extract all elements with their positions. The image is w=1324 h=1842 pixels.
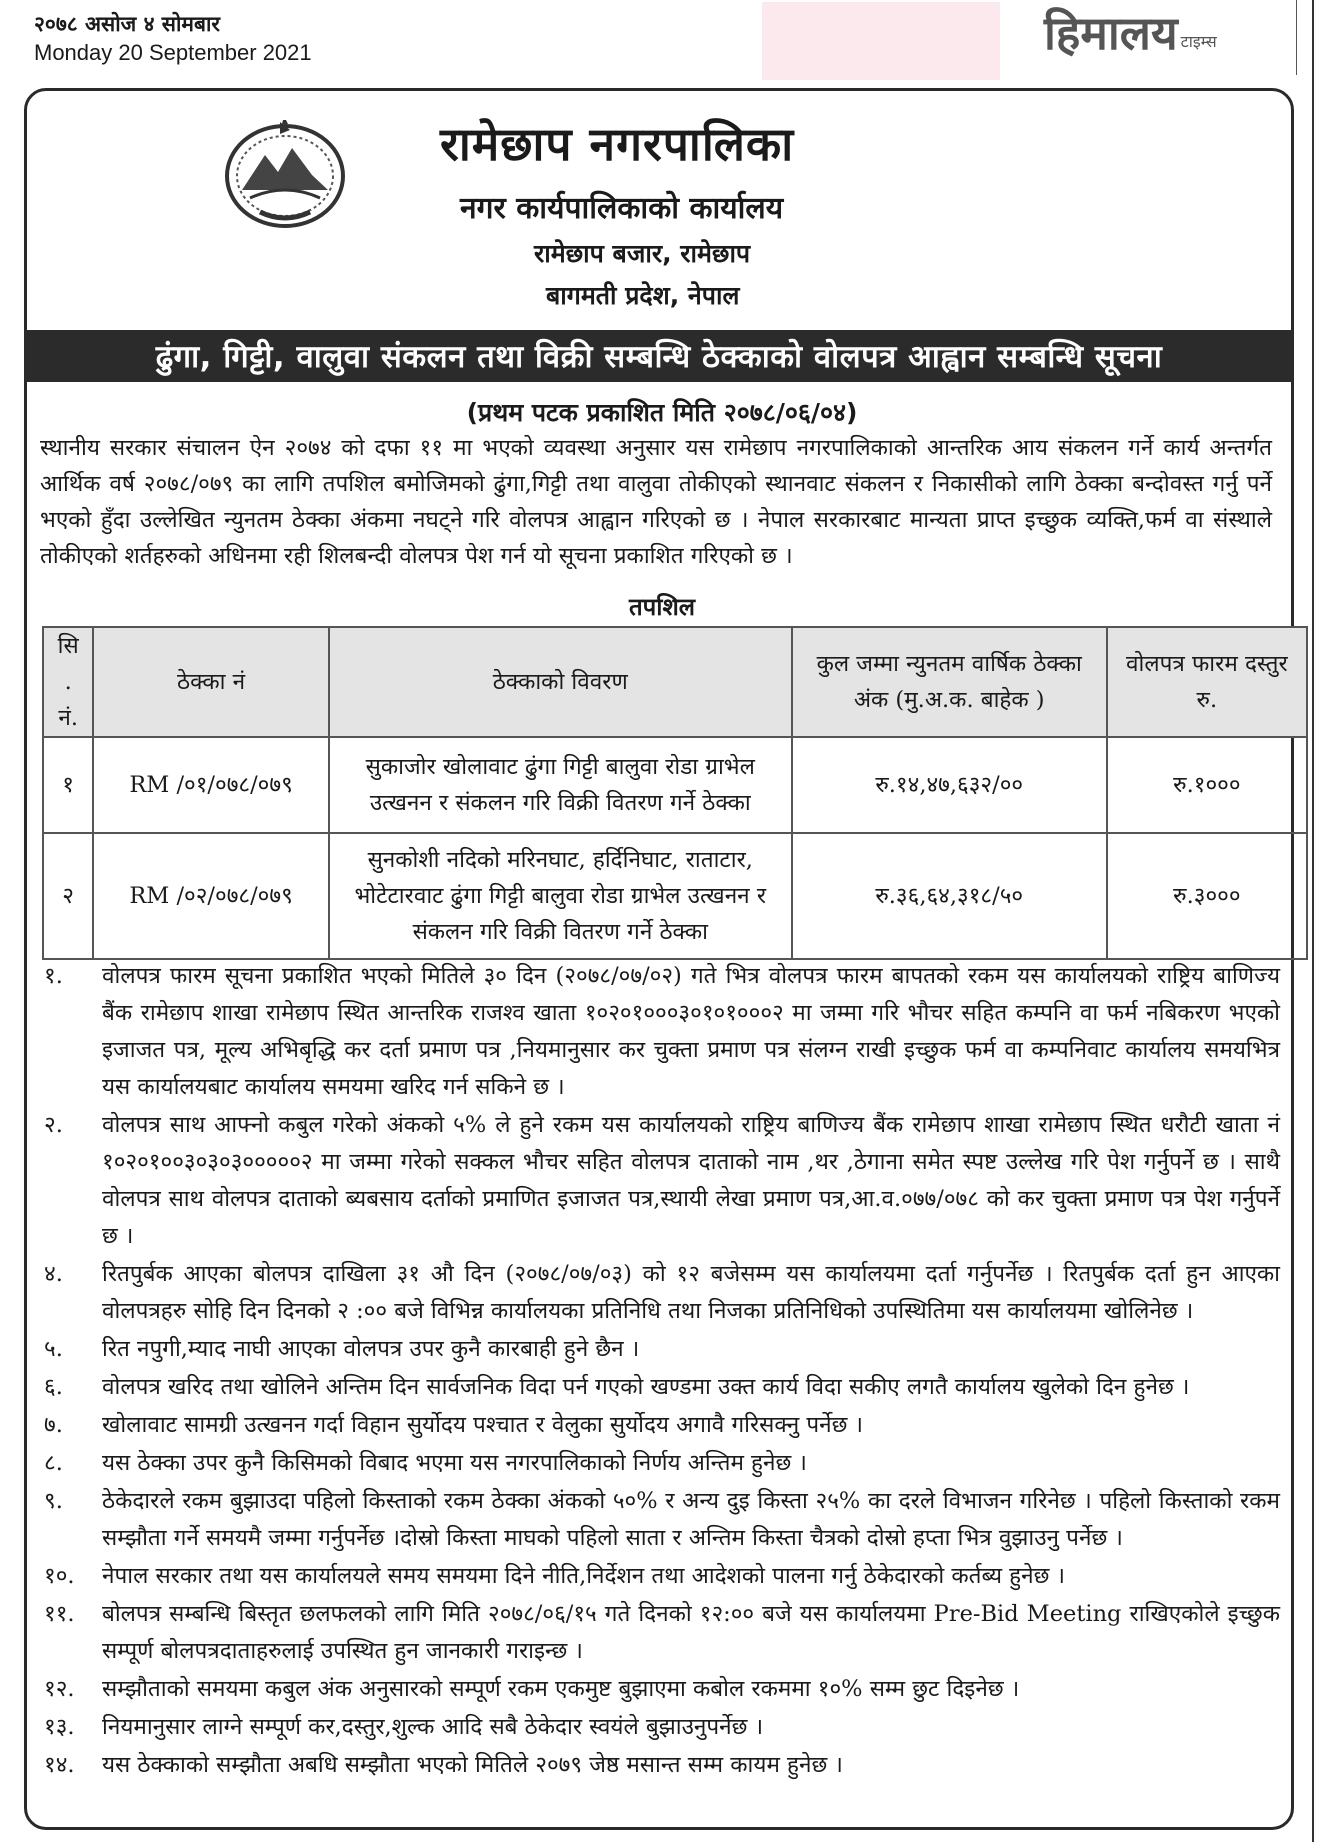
- clause-number: ६.: [44, 1374, 63, 1400]
- table-row: [43, 833, 1307, 959]
- cell-contract-no: RM /०१/०७८/०७९: [93, 737, 328, 833]
- clause-text: वोलपत्र साथ आफ्नो कबुल गरेको अंकको ५% ले हुने रकम यस कार्यालयको राष्ट्रिय बाणिज्य बैंक रामेछाप शाखा रामेछाप स्थित धरौटी खाता नं १०२०१००३०३०३०००००२ मा जम्मा गरेको सक्कल भौचर सहित वोलपत्र दाताको नाम ,थर ,ठेगाना समेत स्पष्ट उल्लेख गरि पेश गर्नुपर्ने छ । साथै वोलपत्र साथ वोलपत्र दाताको ब्यबसाय दर्ताको प्रमाणित इजाजत पत्र,स्थायी लेखा प्रमाण पत्र,आ.व.०७७/०७८ को कर चुक्ता प्रमाण पत्र पेश गर्नुपर्ने छ ।: [102, 1112, 1280, 1249]
- clause-text: ठेकेदारले रकम बुझाउदा पहिलो किस्ताको रकम ठेक्का अंकको ५०% र अन्य दुइ किस्ता २५% का दरले विभाजन गरिनेछ । पहिलो किस्ताको रकम सम्झौता गर्ने समयमै जम्मा गर्नुपर्नेछ ।दोस्रो किस्ता माघको पहिलो साता र अन्तिम किस्ता चैत्रको दोस्रो हप्ता भित्र वुझाउनु पर्नेछ ।: [102, 1488, 1280, 1551]
- clause-number: १३.: [44, 1714, 75, 1740]
- clause-number: ११.: [44, 1601, 75, 1627]
- clause-number: १२.: [44, 1676, 75, 1702]
- cell-description: सुनकोशी नदिको मरिनघाट, हर्दिनिघाट, राताटार, भोटेटारवाट ढुंगा गिट्टी बालुवा रोडा ग्राभेल उत्खनन र संकलन गरि विक्री वितरण गर्ने ठेक्का: [329, 833, 792, 959]
- clause-text: खोलावाट सामग्री उत्खनन गर्दा विहान सुर्योदय पश्चात र वेलुका सुर्योदय अगावै गरिसक्नु पर्नेछ ।: [102, 1412, 864, 1438]
- cell-contract-no: RM /०२/०७८/०७९: [93, 833, 328, 959]
- list-item: [40, 1596, 1280, 1670]
- page-edge-rule: [1312, 0, 1314, 1842]
- clause-number: २.: [44, 1112, 63, 1138]
- clause-text: सम्झौताको समयमा कबुल अंक अनुसारको सम्पूर्ण रकम एकमुष्ट बुझाएमा कबोल रकममा १०% सम्म छुट दिइनेछ ।: [102, 1676, 1020, 1702]
- clause-number: ९.: [44, 1488, 63, 1514]
- list-item: [40, 1747, 1280, 1784]
- ad-placeholder: [762, 2, 1000, 80]
- terms-list: [40, 958, 1280, 1785]
- clause-text: यस ठेक्का उपर कुनै किसिमको विबाद भएमा यस नगरपालिकाको निर्णय अन्तिम हुनेछ ।: [102, 1450, 807, 1476]
- list-item: [40, 1483, 1280, 1557]
- list-item: [40, 1256, 1280, 1330]
- list-item: [40, 1331, 1280, 1368]
- cell-description: सुकाजोर खोलावाट ढुंगा गिट्टी बालुवा रोडा ग्राभेल उत्खनन र संकलन गरि विक्री वितरण गर्ने ठेक्का: [329, 737, 792, 833]
- clause-text: यस ठेक्काको सम्झौता अबधि सम्झौता भएको मितिले २०७९ जेष्ठ मसान्त सम्म कायम हुनेछ ।: [102, 1752, 843, 1778]
- col-header-form-fee: वोलपत्र फारम दस्तुर रु.: [1107, 627, 1307, 737]
- clause-number: ५.: [44, 1336, 63, 1362]
- cell-sn: १: [43, 737, 93, 833]
- clause-text: नियमानुसार लाग्ने सम्पूर्ण कर,दस्तुर,शुल्क आदि सबै ठेकेदार स्वयंले बुझाउनुपर्नेछ ।: [102, 1714, 764, 1740]
- col-header-min-amount: कुल जम्मा न्युनतम वार्षिक ठेक्का अंक (मु.अ.क. बाहेक ): [792, 627, 1107, 737]
- contracts-table: [42, 626, 1308, 946]
- clause-number: ८.: [44, 1450, 63, 1476]
- list-item: [40, 1369, 1280, 1406]
- logo-sub-text: टाइम्स: [1180, 32, 1217, 51]
- clause-number: ७.: [44, 1412, 63, 1438]
- date-nepali: २०७८ असोज ४ सोमबार: [34, 12, 221, 36]
- clause-text: रित नपुगी,म्याद नाघी आएका वोलपत्र उपर कुनै कारबाही हुने छैन ।: [102, 1336, 640, 1362]
- cell-sn: २: [43, 833, 93, 959]
- clause-text: नेपाल सरकार तथा यस कार्यालयले समय समयमा दिने नीति,निर्देशन तथा आदेशको पालना गर्नु ठेकेदारको कर्तब्य हुनेछ ।: [102, 1563, 1066, 1589]
- cell-form-fee: रु.१०००: [1107, 737, 1307, 833]
- list-item: [40, 1558, 1280, 1595]
- table-row: [43, 737, 1307, 833]
- clause-number: १०.: [44, 1563, 75, 1589]
- clause-text: वोलपत्र खरिद तथा खोलिने अन्तिम दिन सार्वजनिक विदा पर्न गएको खण्डमा उक्त कार्य विदा सकीए लगतै कार्यालय खुलेको दिन हुनेछ ।: [102, 1374, 1190, 1400]
- office-name: नगर कार्यपालिकाको कार्यालय: [460, 191, 784, 226]
- nepal-emblem-icon: [220, 120, 350, 230]
- logo-main-text: हिमालय: [1044, 6, 1178, 60]
- list-item: [40, 1709, 1280, 1746]
- list-item: [40, 1445, 1280, 1482]
- newspaper-logo: [1044, 6, 1217, 60]
- list-item: [40, 1107, 1280, 1255]
- address-line-2: बागमती प्रदेश, नेपाल: [546, 281, 740, 310]
- cell-min-amount: रु.१४,४७,६३२/००: [792, 737, 1107, 833]
- date-english: Monday 20 September 2021: [34, 40, 312, 65]
- clause-text: रितपुर्बक आएका बोलपत्र दाखिला ३१ औ दिन (२०७८/०७/०३) को १२ बजेसम्म यस कार्यालयमा दर्ता गर्नुपर्नेछ । रितपुर्बक दर्ता हुन आएका वोलपत्रहरु सोहि दिन दिनको २ :०० बजे विभिन्न कार्यालयका प्रतिनिधि तथा निजका प्रतिनिधिको उपस्थितिमा यस कार्यालयमा खोलिनेछ ।: [102, 1261, 1280, 1324]
- table-header-row: [43, 627, 1307, 737]
- list-item: [40, 1671, 1280, 1708]
- address-line-1: रामेछाप बजार, रामेछाप: [534, 239, 751, 268]
- cell-min-amount: रु.३६,६४,३१८/५०: [792, 833, 1107, 959]
- clause-text: वोलपत्र फारम सूचना प्रकाशित भएको मितिले ३० दिन (२०७८/०७/०२) गते भित्र वोलपत्र फारम बापतको रकम यस कार्यालयको राष्ट्रिय बाणिज्य बैंक रामेछाप शाखा रामेछाप स्थित आन्तरिक राजश्व खाता १०२०१०००३०१०१०००२ मा जम्मा गरि भौचर सहित कम्पनि वा फर्म नबिकरण भएको इजाजत पत्र, मूल्य अभिबृद्धि कर दर्ता प्रमाण पत्र ,नियमानुसार कर चुक्ता प्रमाण पत्र संलग्न राखी इच्छुक फर्म वा कम्पनिवाट कार्यालय समयभित्र यस कार्यालयबाट कार्यालय समयमा खरिद गर्न सकिने छ ।: [102, 963, 1280, 1100]
- notice-title: ढुंगा, गिट्टी, वालुवा संकलन तथा विक्री सम्बन्धि ठेक्काको वोलपत्र आह्वान सम्बन्धि सूचना: [26, 330, 1292, 382]
- list-item: [40, 1407, 1280, 1444]
- cell-form-fee: रु.३०००: [1107, 833, 1307, 959]
- col-header-sn: सि . नं.: [43, 627, 93, 737]
- clause-number: १.: [44, 963, 63, 989]
- col-header-contract-no: ठेक्का नं: [93, 627, 328, 737]
- clause-number: १४.: [44, 1752, 75, 1778]
- schedule-heading: तपशिल: [628, 593, 696, 621]
- list-item: [40, 958, 1280, 1106]
- clause-number: ४.: [44, 1261, 63, 1287]
- clause-text: बोलपत्र सम्बन्धि बिस्तृत छलफलको लागि मिति २०७८/०६/१५ गते दिनको १२:०० बजे यस कार्यालयमा Pre-Bid Meeting राखिएकोले इच्छुक सम्पूर्ण बोलपत्रदाताहरुलाई उपस्थित हुन जानकारी गराइन्छ ।: [102, 1601, 1280, 1664]
- intro-paragraph: स्थानीय सरकार संचालन ऐन २०७४ को दफा ११ मा भएको व्यवस्था अनुसार यस रामेछाप नगरपालिकाको आन्तरिक आय संकलन गर्ने कार्य अन्तर्गत आर्थिक वर्ष २०७८/०७९ का लागि तपशिल बमोजिमको ढुंगा,गिट्टी तथा वालुवा तोकीएको स्थानवाट संकलन र निकासीको लागि ठेक्का बन्दोवस्त गर्नु पर्ने भएको हुँदा उल्लेखित न्युनतम ठेक्का अंकमा नघट्ने गरि वोलपत्र आह्वान गरिएको छ । नेपाल सरकारबाट मान्यता प्राप्त इच्छुक व्यक्ति,फर्म वा संस्थाले तोकीएको शर्तहरुको अधिनमा रही शिलबन्दी वोलपत्र पेश गर्न यो सूचना प्रकाशित गरिएको छ ।: [40, 435, 1272, 569]
- col-header-description: ठेक्काको विवरण: [329, 627, 792, 737]
- column-rule: [1296, 0, 1297, 75]
- municipality-name: रामेछाप नगरपालिका: [440, 117, 795, 171]
- publication-date: (प्रथम पटक प्रकाशित मिति २०७८/०६/०४): [466, 398, 858, 427]
